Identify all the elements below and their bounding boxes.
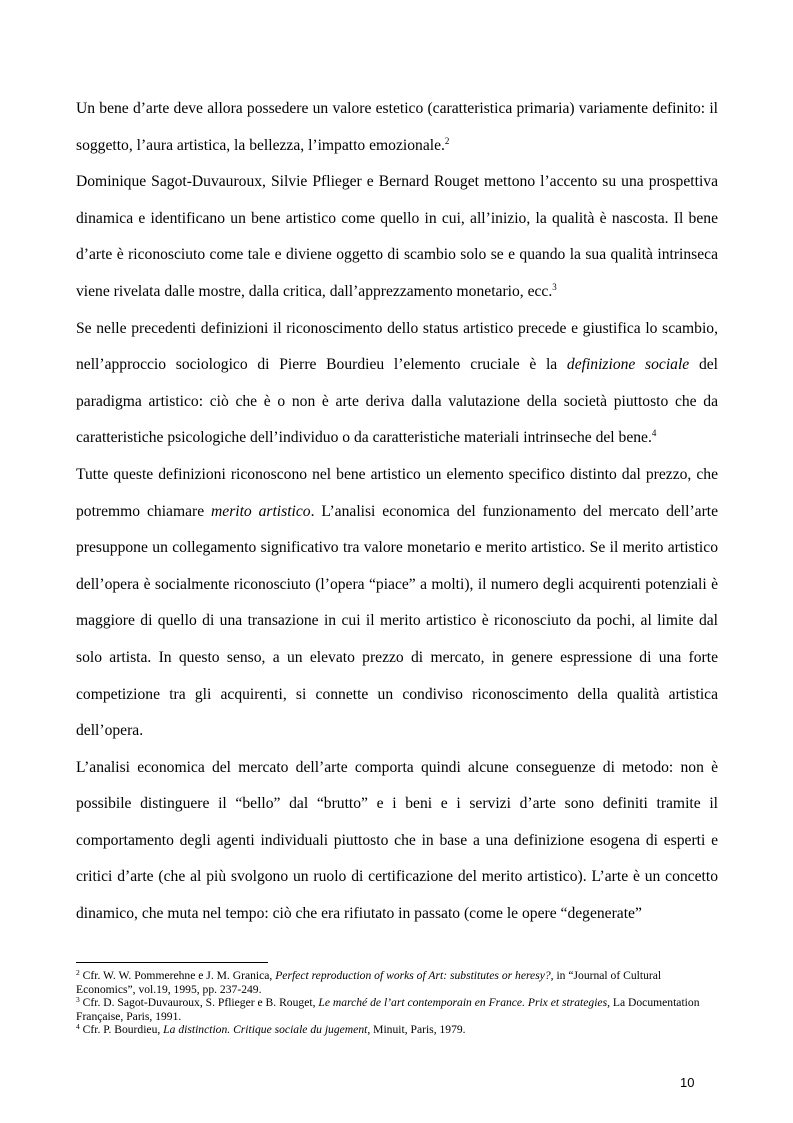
paragraph-text: . L’analisi economica del funzionamento del mercato dell’arte presuppone un collegamento significativo tra valore monetario e merito artistico. Se il merito artistico dell’opera è socialmente riconosciuto (l’opera “piace” a molti), il numero degli acquirenti potenziali è maggiore di quello di una transazione in cui il merito artistico è riconosciuto da pochi, al limite dal solo artista. In questo senso, a un elevato prezzo di mercato, in genere espressione di una forte competizione tra gli acquirenti, si connette un condiviso riconoscimento della qualità artistica dell’opera. — [76, 502, 719, 740]
footnote-number: 3 — [76, 995, 80, 1004]
page-number: 10 — [680, 1075, 695, 1090]
paragraph-text: Se nelle precedenti definizioni il riconoscimento dello status artistico precede e giustifica lo scambio, nell’approccio sociologico di Pierre Bourdieu l’elemento cruciale è la — [76, 319, 718, 374]
paragraph-4 — [76, 457, 718, 750]
footnote-divider — [76, 962, 268, 963]
emphasis-text: definizione sociale — [566, 356, 690, 374]
footnote-text: Cfr. D. Sagot-Duvauroux, S. Pflieger e B. Rouget, — [79, 996, 319, 1009]
paragraph-3 — [76, 311, 718, 457]
footnote — [76, 969, 718, 996]
footnote-ref: 3 — [552, 281, 557, 292]
footnotes — [76, 969, 718, 1037]
paragraph-2 — [76, 164, 718, 310]
footnote-ref: 2 — [444, 135, 450, 146]
footnote — [76, 996, 718, 1023]
paragraph-text: Tutte queste definizioni riconoscono nel bene artistico un elemento specifico distinto dal prezzo, che potremmo chiamare — [76, 465, 718, 520]
paragraph-text: del paradigma artistico: ciò che è o non è arte deriva dalla valutazione della società piuttosto che da caratteristiche psicologiche dell’individuo o da caratteristiche materiali intrinseche del bene. — [76, 356, 718, 447]
paragraph-text: L’analisi economica del mercato dell’arte comporta quindi alcune conseguenze di metodo: non è possibile distinguere il “bello” dal “brutto” e i beni e i servizi d’arte sono definiti tramite il comportamento degli agenti individuali piuttosto che in base a una definizione esogena di esperti e critici d’arte (che al più svolgono un ruolo di certificazione del merito artistico). L’arte è un concetto dinamico, che muta nel tempo: ciò che era rifiutato in passato (come le opere “degenerate” — [76, 758, 718, 923]
paragraph-5 — [76, 750, 718, 933]
footnote-number: 2 — [76, 968, 80, 977]
footnote-text: Cfr. W. W. Pommerehne e J. M. Granica, — [79, 969, 276, 982]
footnote-ref: 4 — [651, 428, 657, 439]
footnote-text: Cfr. P. Bourdieu, — [79, 1023, 164, 1036]
emphasis-text: merito artistico — [211, 502, 311, 520]
footnote-number: 4 — [76, 1022, 80, 1031]
paragraph-text: Un bene d’arte deve allora possedere un valore estetico (caratteristica primaria) variamente definito: il soggetto, l’aura artistica, la bellezza, l’impatto emozionale. — [76, 100, 718, 154]
footnote-title: Perfect reproduction of works of Art: substitutes or heresy?, — [275, 969, 554, 982]
paragraph-text: Dominique Sagot-Duvauroux, Silvie Pflieger e Bernard Rouget mettono l’accento su una prospettiva dinamica e identificano un bene artistico come quello in cui, all’inizio, la qualità è nascosta. Il bene d’arte è riconosciuto come tale e diviene oggetto di scambio solo se e quando la sua qualità intrinseca viene rivelata dalle mostre, dalla critica, dall’apprezzamento monetario, ecc. — [76, 173, 718, 300]
footnote-text: La Documentation Française, Paris, 1991. — [76, 996, 700, 1023]
footnote-text: in “Journal of Cultural Economics”, vol.19, 1995, pp. 237-249. — [76, 969, 662, 996]
footnote-title: Le marché de l’art contemporain en France. Prix et strategies, — [318, 996, 610, 1009]
footnote-text: , Minuit, Paris, 1979. — [367, 1023, 466, 1036]
footnote — [76, 1023, 718, 1037]
body-text — [76, 91, 718, 933]
paragraph-1 — [76, 91, 718, 164]
footnote-title: La distinction. Critique sociale du jugement — [163, 1023, 368, 1036]
